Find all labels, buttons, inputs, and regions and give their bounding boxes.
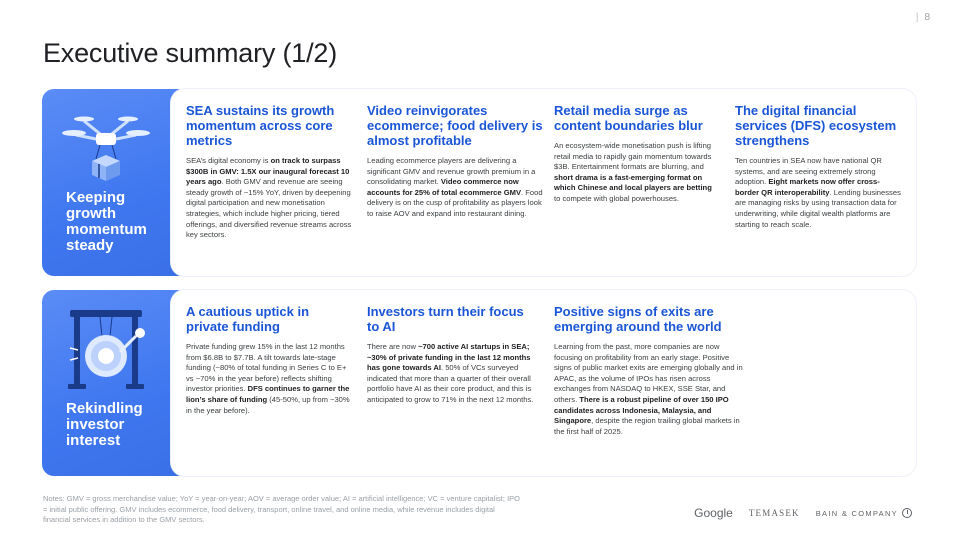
column-heading: The digital financial services (DFS) ecosystem strengthens (735, 103, 897, 148)
column-heading: Investors turn their focus to AI (367, 304, 524, 334)
column-video-ecommerce (367, 103, 543, 220)
page-title: Executive summary (1/2) (43, 38, 337, 68)
column-exits (554, 304, 744, 437)
column-body: There are now ~700 active AI startups in SEA; ~30% of private funding in the last 12 months has gone towards AI. 50% of VCs surveyed indicated that more than a quarter of their overall portfolio have AI as their core product, and this is anticipated to grow to 71% in the next 12 months. (367, 342, 534, 404)
column-heading: A cautious uptick in private funding (186, 304, 310, 334)
column-body: Private funding grew 15% in the last 12 months from $6.8B to $7.7B. A tilt towards late-stage funding (~80% of total funding in Series C to E+ vs ~70% in the year before) reflects shifting investor priorities. DFS continues to garner the lion’s share of funding (45-50%, up from ~30% in the year before). (186, 342, 350, 415)
column-private-funding (186, 304, 352, 416)
bain-logo: BAIN & COMPANY (816, 508, 912, 518)
partner-logos (694, 506, 912, 520)
drone-delivery-icon (56, 103, 156, 185)
panel-label-block (42, 89, 192, 276)
column-body: Learning from the past, more companies are now focusing on profitability from an early stage. Positive signs of public market exits are emerging globally and in APAC, as the volume of IPOs has risen across exchanges from NASDAQ to HKEX, SSE Star, and others. There is a robust pipeline of over 150 IPO candidates across Indonesia, Malaysia, and Singapore, despite the region trailing global markets in the first half of 2025. (554, 342, 743, 436)
column-body: Ten countries in SEA now have national QR systems, and are seeing extremely strong adoption. Eight markets now offer cross-border QR interoperability. Lending businesses are managing risks by using transaction data for underwriting, while digital wealth platforms are starting to reach scale. (735, 156, 901, 229)
column-body: SEA’s digital economy is on track to surpass $300B in GMV: 1.5X our inaugural forecast 10 years ago. Both GMV and revenue are seeing steady growth of ~15% YoY, driven by deepening digital participation and new monetisation strategies, which include higher pricing, tiered offerings, and diversified revenue streams across key sectors. (186, 156, 352, 240)
column-sea-growth (186, 103, 352, 241)
panel-investor-interest (42, 290, 916, 476)
google-logo: Google (694, 506, 733, 520)
panel-growth-momentum (42, 89, 916, 276)
panel-label: Rekindling investor interest (66, 400, 143, 449)
panel-label-block (42, 290, 192, 476)
column-retail-media (554, 103, 718, 205)
column-body: An ecosystem-wide monetisation push is lifting retail media to rapidly gain momentum towards $3B. Entertainment formats are blurring, and short drama is a fast-emerging format on which Chinese and local players are betting to compete with global powerhouses. (554, 141, 712, 203)
column-heading: Retail media surge as content boundaries blur (554, 103, 703, 133)
panel-label: Keeping growth momentum steady (66, 189, 147, 254)
bain-mark-icon (902, 508, 912, 518)
column-ai-focus (367, 304, 535, 406)
column-heading: Video reinvigorates ecommerce; food delivery is almost profitable (367, 103, 543, 148)
footnotes: Notes: GMV = gross merchandise value; YoY = year-on-year; AOV = average order value; AI = artificial intelligence; VC = venture capitalist; IPO = initial public offering. GMV includes ecommerce, food delivery, transport, online travel, and online media, while revenue includes digital financial services in addition to the GMV sectors. (43, 494, 520, 524)
page-number: | 8 (915, 12, 930, 23)
temasek-logo: TEMASEK (748, 508, 800, 518)
column-dfs (735, 103, 903, 230)
gong-icon (56, 306, 156, 392)
column-heading: Positive signs of exits are emerging around the world (554, 304, 722, 334)
column-body: Leading ecommerce players are delivering a significant GMV and revenue growth premium in a consolidating market. Video commerce now accounts for 25% of total ecommerce GMV. Food delivery is on the cusp of profitability as players look to raise AOV and expand into restaurant dining. (367, 156, 543, 218)
column-heading: SEA sustains its growth momentum across core metrics (186, 103, 335, 148)
